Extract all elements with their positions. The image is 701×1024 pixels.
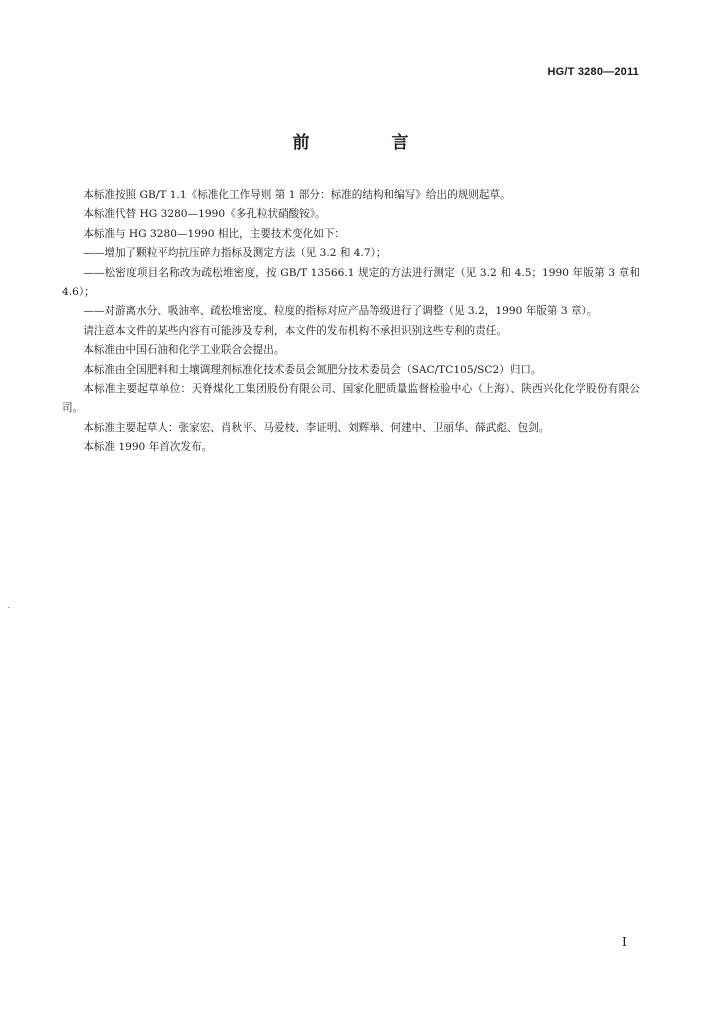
paragraph-change-item-1: ——增加了颗粒平均抗压碎力指标及测定方法（见 3.2 和 4.7）； <box>83 247 387 260</box>
page-title: 前 言 <box>292 133 447 153</box>
paragraph-change-item-3: ——对游离水分、吸油率、疏松堆密度、粒度的指标对应产品等级进行了调整（见 3.2，1990 年版第 3 章）。 <box>83 305 598 318</box>
page-number: I <box>622 935 627 949</box>
paragraph-changes-intro: 本标准与 HG 3280—1990 相比，主要技术变化如下： <box>83 227 346 240</box>
document-code: HG/T 3280—2011 <box>547 66 639 78</box>
paragraph-replaces: 本标准代替 HG 3280—1990《多孔粒状硝酸铵》。 <box>83 208 326 221</box>
paragraph-drafters: 本标准主要起草人：张家宏、肖秋平、马爱枝、李证明、刘辉举、何建中、卫丽华、薛武彪、包剑。 <box>83 421 550 434</box>
scan-speck <box>8 607 9 608</box>
foreword-body <box>62 186 640 458</box>
paragraph-first-issue: 本标准 1990 年首次发布。 <box>83 441 213 454</box>
paragraph-patent-notice: 请注意本文件的某些内容有可能涉及专利，本文件的发布机构不承担识别这些专利的责任。 <box>83 324 507 337</box>
paragraph-drafting-units: 本标准主要起草单位：天脊煤化工集团股份有限公司、国家化肥质量监督检验中心（上海）、陕西兴化化学股份有限公司。 <box>62 383 640 415</box>
paragraph-centralized-by: 本标准由全国肥料和土壤调理剂标准化技术委员会氮肥分技术委员会（SAC/TC105/SC2）归口。 <box>83 363 542 376</box>
paragraph-proposed-by: 本标准由中国石油和化学工业联合会提出。 <box>83 344 285 357</box>
paragraph-change-item-2: ——松密度项目名称改为疏松堆密度，按 GB/T 13566.1 规定的方法进行测定（见 3.2 和 4.5；1990 年版第 3 章和 4.6）； <box>62 266 640 299</box>
paragraph-drafting-rules: 本标准按照 GB/T 1.1《标准化工作导则 第 1 部分：标准的结构和编写》给出的规则起草。 <box>83 189 511 201</box>
